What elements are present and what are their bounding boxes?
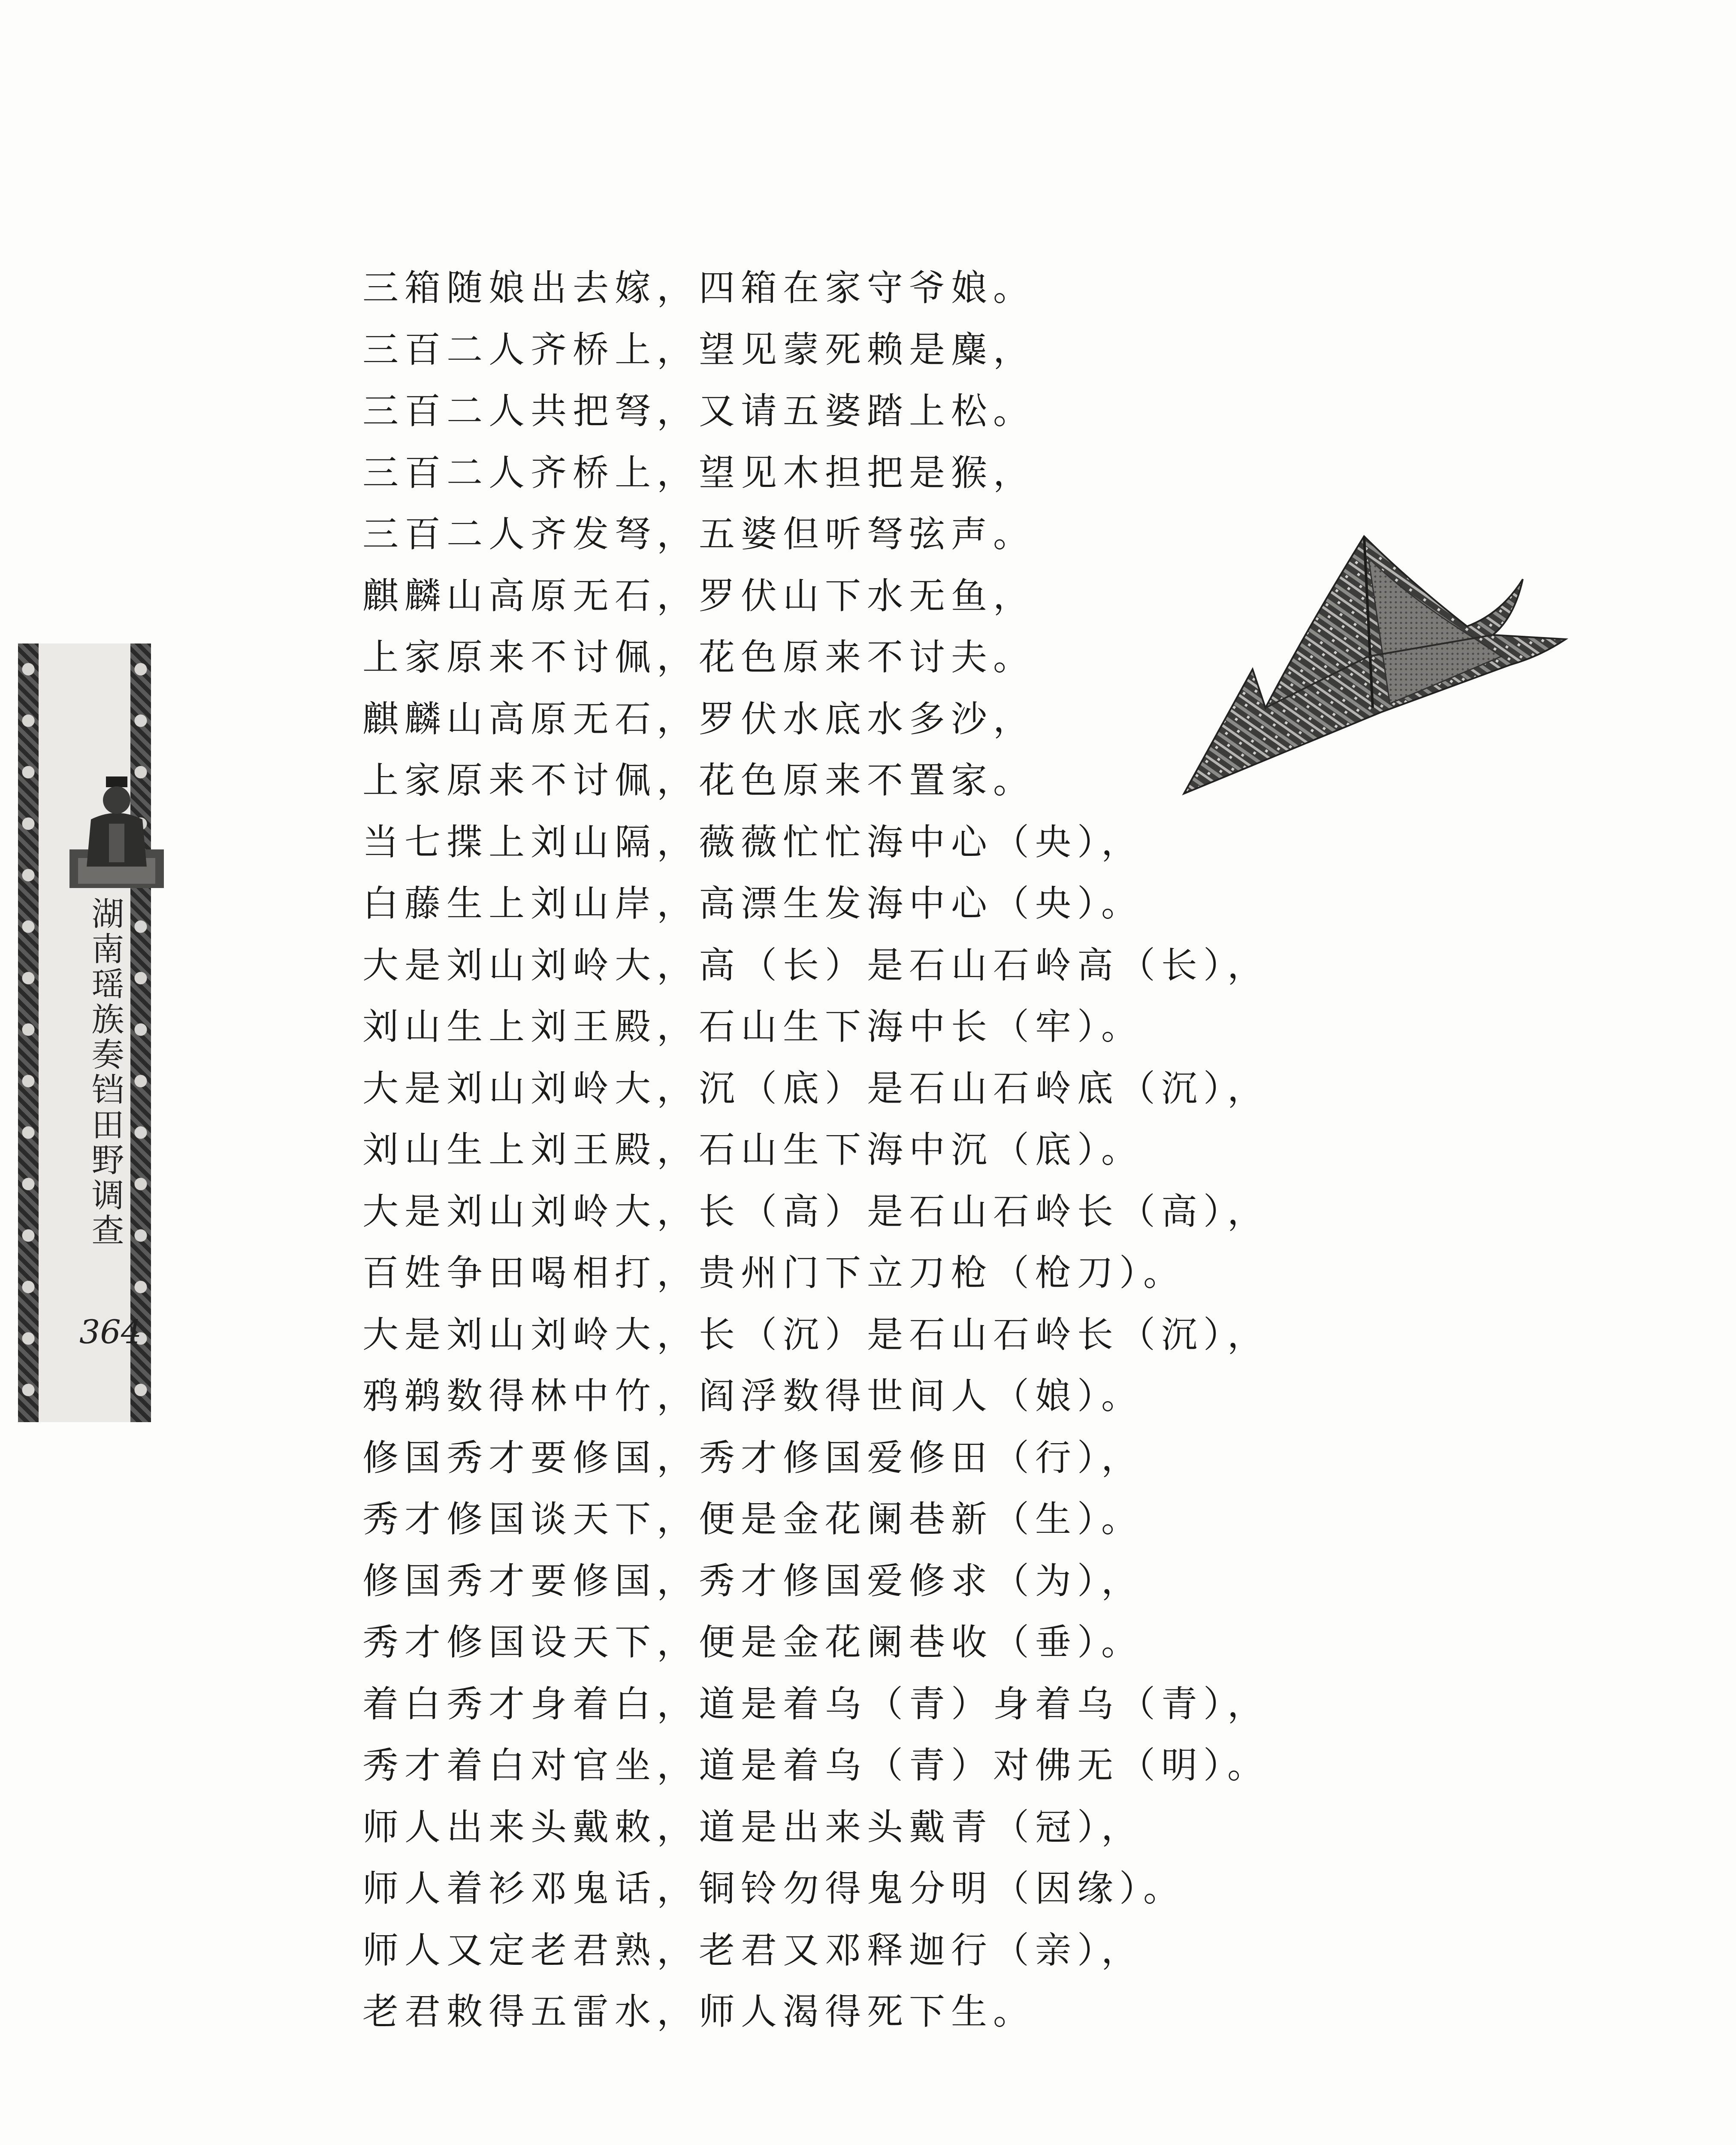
poem-line: 上家原来不讨佩，花色原来不讨夫。 xyxy=(362,636,1036,678)
poem-line: 当七揲上刘山隔，薇薇忙忙海中心（央）， xyxy=(362,821,1144,863)
poem-line: 修国秀才要修国，秀才修国爱修田（行）， xyxy=(362,1436,1144,1479)
poem-line: 师人出来头戴敕，道是出来头戴青（冠）， xyxy=(362,1806,1144,1848)
sidebar-left-border xyxy=(18,644,39,1422)
poem-line: 鸦鹈数得林中竹，阎浮数得世间人（娘）。 xyxy=(362,1375,1144,1417)
poem-line: 大是刘山刘岭大，沉（底）是石山石岭底（沉）， xyxy=(362,1067,1270,1109)
poem-line: 百姓争田喝相打，贵州门下立刀枪（枪刀）。 xyxy=(362,1252,1186,1294)
poem-line: 三百二人齐桥上，望见木担把是猴， xyxy=(362,451,1036,494)
poem-line: 秀才着白对官坐，道是着乌（青）对佛无（明）。 xyxy=(362,1744,1270,1786)
page-number: 364 xyxy=(79,1313,142,1351)
poem-line: 大是刘山刘岭大，长（沉）是石山石岭长（沉）， xyxy=(362,1313,1270,1356)
poem-line: 大是刘山刘岭大，高（长）是石山石岭高（长）， xyxy=(362,944,1270,986)
poem-line: 三百二人共把弩，又请五婆踏上松。 xyxy=(362,390,1036,432)
poem-line: 刘山生上刘王殿，石山生下海中沉（底）。 xyxy=(362,1129,1144,1171)
poem-line: 白藤生上刘山岸，高漂生发海中心（央）。 xyxy=(362,882,1144,924)
poem-line: 老君敕得五雷水，师人渴得死下生。 xyxy=(362,1991,1036,2033)
seated-deity-figure-icon xyxy=(61,759,172,897)
poem-line: 三百二人齐桥上，望见蒙死赖是麋， xyxy=(362,328,1036,371)
poem-line: 三百二人齐发弩，五婆但听弩弦声。 xyxy=(362,513,1036,555)
poem-line: 麒麟山高原无石，罗伏山下水无鱼， xyxy=(362,574,1036,617)
poem-line: 三箱随娘出去嫁，四箱在家守爷娘。 xyxy=(362,267,1036,309)
poem-line: 大是刘山刘岭大，长（高）是石山石岭长（高）， xyxy=(362,1190,1270,1233)
series-title: 湖南瑶族奏铛田野调查 xyxy=(86,897,124,1248)
ritual-hat-illustration xyxy=(1167,528,1579,807)
poem-line: 麒麟山高原无石，罗伏水底水多沙， xyxy=(362,698,1036,740)
poem-line: 修国秀才要修国，秀才修国爱修求（为）， xyxy=(362,1559,1144,1602)
poem-text xyxy=(362,257,1606,2043)
poem-line: 秀才修国设天下，便是金花阑巷收（垂）。 xyxy=(362,1621,1144,1663)
poem-line: 着白秀才身着白，道是着乌（青）身着乌（青）， xyxy=(362,1683,1270,1725)
poem-line: 师人着衫邓鬼话，铜铃勿得鬼分明（因缘）。 xyxy=(362,1867,1186,1909)
poem-line: 上家原来不讨佩，花色原来不置家。 xyxy=(362,759,1036,801)
poem-line: 秀才修国谈天下，便是金花阑巷新（生）。 xyxy=(362,1498,1144,1540)
poem-line: 师人又定老君熟，老君又邓释迦行（亲）， xyxy=(362,1929,1144,1971)
poem-line: 刘山生上刘王殿，石山生下海中长（牢）。 xyxy=(362,1006,1144,1048)
